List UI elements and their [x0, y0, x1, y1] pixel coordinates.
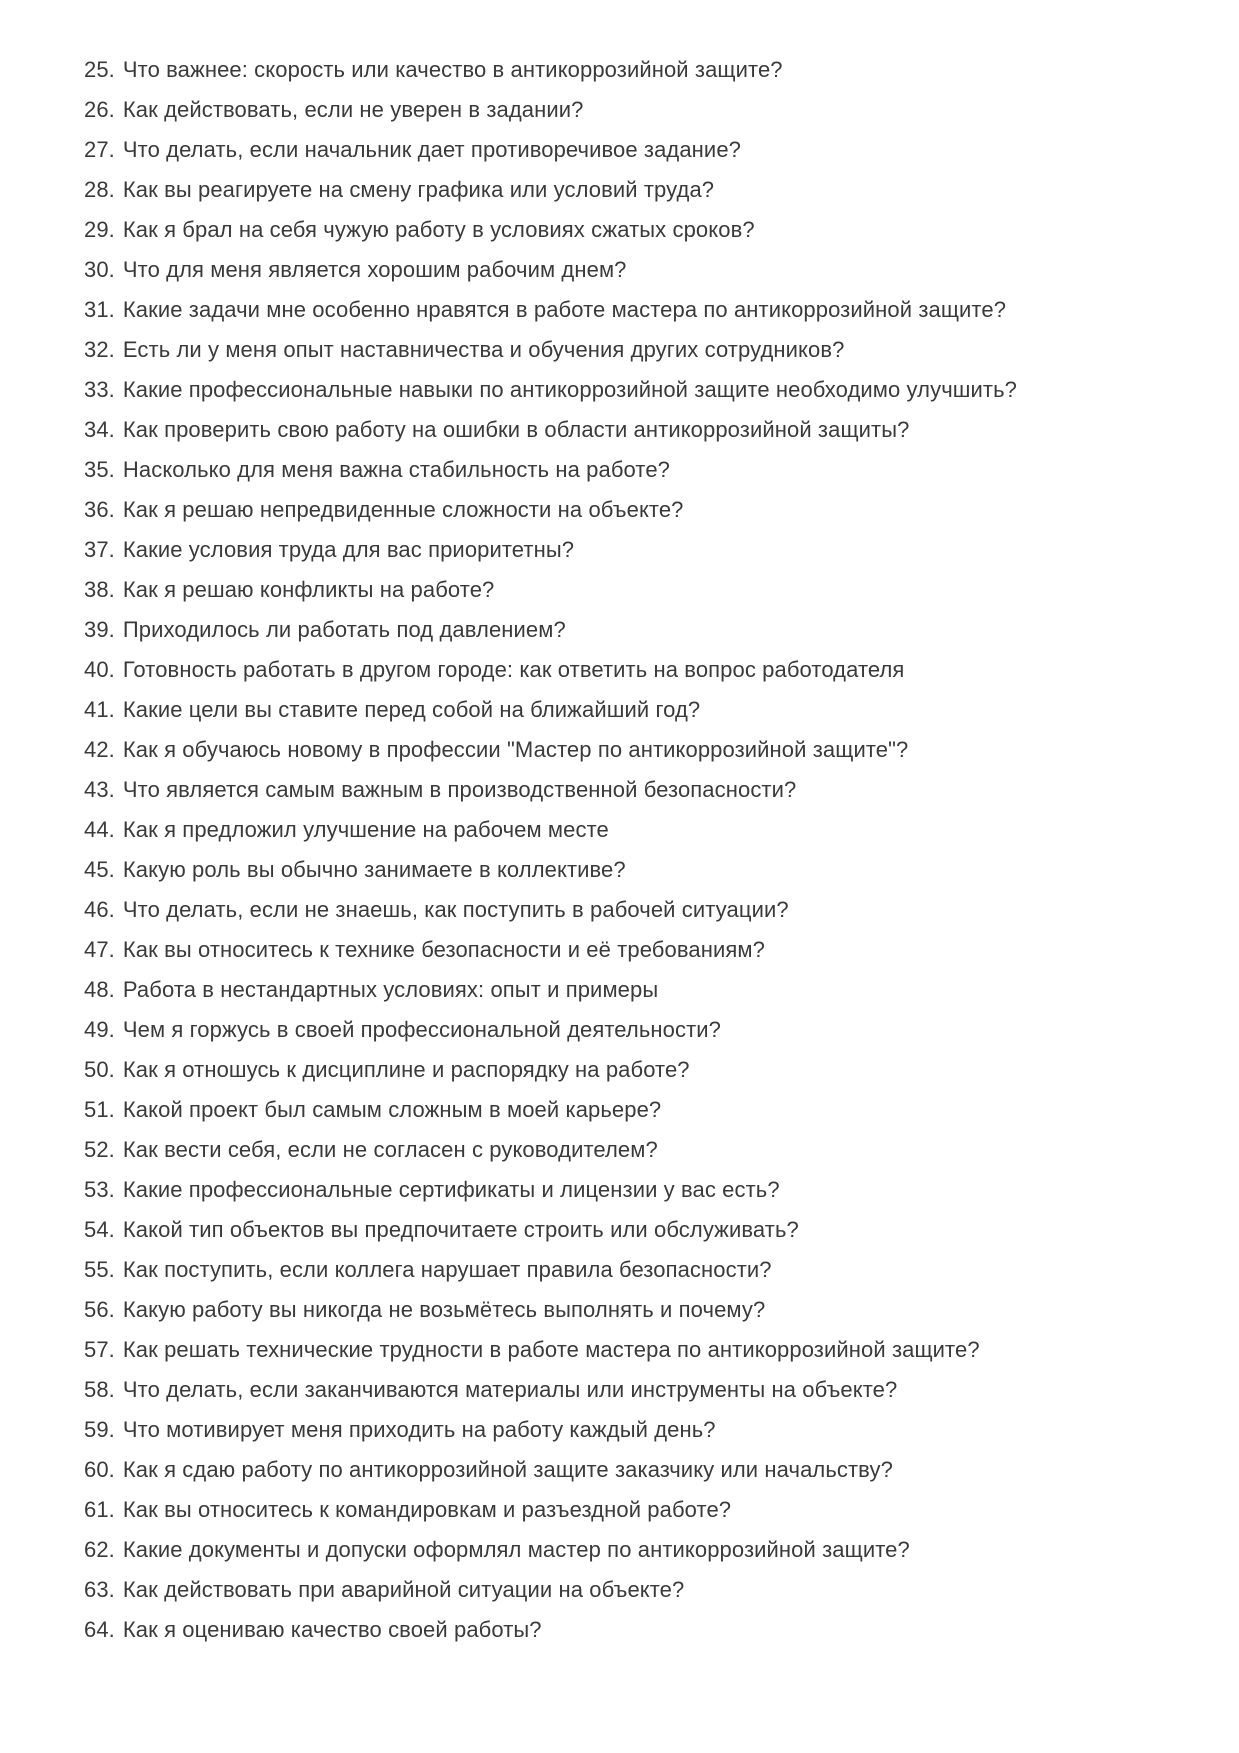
question-item — [84, 450, 1199, 490]
question-text: Насколько для меня важна стабильность на работе? — [122, 457, 670, 482]
question-text: Какие профессиональные сертификаты и лицензии у вас есть? — [122, 1177, 780, 1202]
question-number: 34. — [84, 417, 115, 442]
question-number: 25. — [84, 57, 115, 82]
question-number: 32. — [84, 337, 115, 362]
question-text: Какие условия труда для вас приоритетны? — [122, 537, 575, 562]
question-item — [84, 90, 1199, 130]
question-item — [84, 290, 1199, 330]
question-number: 35. — [84, 457, 115, 482]
question-number: 53. — [84, 1177, 115, 1202]
question-item — [84, 730, 1199, 770]
question-item — [84, 530, 1199, 570]
question-text: Готовность работать в другом городе: как ответить на вопрос работодателя — [122, 657, 905, 682]
question-text: Приходилось ли работать под давлением? — [122, 617, 566, 642]
question-number: 40. — [84, 657, 115, 682]
question-item — [84, 1250, 1199, 1290]
question-item — [84, 770, 1199, 810]
question-number: 30. — [84, 257, 115, 282]
question-number: 56. — [84, 1297, 115, 1322]
question-text: Что делать, если заканчиваются материалы или инструменты на объекте? — [122, 1377, 898, 1402]
question-item — [84, 850, 1199, 890]
question-text: Как вы реагируете на смену графика или условий труда? — [122, 177, 715, 202]
question-text: Какие профессиональные навыки по антикоррозийной защите необходимо улучшить? — [122, 377, 1017, 402]
question-text: Что мотивирует меня приходить на работу каждый день? — [122, 1417, 716, 1442]
question-text: Что является самым важным в производственной безопасности? — [122, 777, 797, 802]
question-number: 51. — [84, 1097, 115, 1122]
question-item — [84, 970, 1199, 1010]
question-number: 58. — [84, 1377, 115, 1402]
question-number: 50. — [84, 1057, 115, 1082]
question-number: 46. — [84, 897, 115, 922]
question-item — [84, 810, 1199, 850]
question-text: Как я решаю конфликты на работе? — [122, 577, 495, 602]
question-item — [84, 570, 1199, 610]
question-number: 45. — [84, 857, 115, 882]
question-number: 60. — [84, 1457, 115, 1482]
question-item — [84, 1170, 1199, 1210]
question-number: 47. — [84, 937, 115, 962]
question-number: 36. — [84, 497, 115, 522]
question-text: Как вы относитесь к командировкам и разъездной работе? — [122, 1497, 732, 1522]
question-number: 49. — [84, 1017, 115, 1042]
question-text: Как действовать при аварийной ситуации на объекте? — [122, 1577, 685, 1602]
question-item — [84, 1290, 1199, 1330]
question-number: 44. — [84, 817, 115, 842]
question-number: 64. — [84, 1617, 115, 1642]
question-number: 52. — [84, 1137, 115, 1162]
question-text: Какие документы и допуски оформлял мастер по антикоррозийной защите? — [122, 1537, 910, 1562]
question-item — [84, 1410, 1199, 1450]
question-text: Как я оцениваю качество своей работы? — [122, 1617, 542, 1642]
question-text: Какой тип объектов вы предпочитаете строить или обслуживать? — [122, 1217, 799, 1242]
question-text: Как решать технические трудности в работе мастера по антикоррозийной защите? — [122, 1337, 980, 1362]
question-item — [84, 1090, 1199, 1130]
question-item — [84, 490, 1199, 530]
question-item — [84, 650, 1199, 690]
question-number: 63. — [84, 1577, 115, 1602]
question-list — [84, 50, 1199, 1650]
question-text: Как я предложил улучшение на рабочем месте — [122, 817, 609, 842]
question-item — [84, 210, 1199, 250]
question-text: Работа в нестандартных условиях: опыт и примеры — [122, 977, 659, 1002]
question-text: Чем я горжусь в своей профессиональной деятельности? — [122, 1017, 721, 1042]
question-number: 29. — [84, 217, 115, 242]
question-text: Как проверить свою работу на ошибки в области антикоррозийной защиты? — [122, 417, 910, 442]
question-item — [84, 1210, 1199, 1250]
question-number: 54. — [84, 1217, 115, 1242]
question-text: Как вы относитесь к технике безопасности и её требованиям? — [122, 937, 765, 962]
question-item — [84, 1370, 1199, 1410]
question-item — [84, 1610, 1199, 1650]
question-item — [84, 250, 1199, 290]
question-item — [84, 1010, 1199, 1050]
question-item — [84, 1450, 1199, 1490]
question-number: 57. — [84, 1337, 115, 1362]
question-text: Что для меня является хорошим рабочим днем? — [122, 257, 627, 282]
question-item — [84, 1570, 1199, 1610]
question-item — [84, 1490, 1199, 1530]
question-text: Как поступить, если коллега нарушает правила безопасности? — [122, 1257, 772, 1282]
question-text: Как я обучаюсь новому в профессии "Мастер по антикоррозийной защите"? — [122, 737, 909, 762]
question-text: Как я сдаю работу по антикоррозийной защите заказчику или начальству? — [122, 1457, 893, 1482]
question-text: Что важнее: скорость или качество в антикоррозийной защите? — [122, 57, 783, 82]
question-number: 39. — [84, 617, 115, 642]
question-text: Как я брал на себя чужую работу в условиях сжатых сроков? — [122, 217, 755, 242]
question-number: 55. — [84, 1257, 115, 1282]
question-text: Какие задачи мне особенно нравятся в работе мастера по антикоррозийной защите? — [122, 297, 1007, 322]
question-text: Есть ли у меня опыт наставничества и обучения других сотрудников? — [122, 337, 845, 362]
question-item — [84, 50, 1199, 90]
question-item — [84, 330, 1199, 370]
question-text: Какую роль вы обычно занимаете в коллективе? — [122, 857, 626, 882]
question-number: 37. — [84, 537, 115, 562]
question-item — [84, 370, 1199, 410]
question-number: 33. — [84, 377, 115, 402]
question-text: Как вести себя, если не согласен с руководителем? — [122, 1137, 658, 1162]
question-number: 41. — [84, 697, 115, 722]
question-text: Как я отношусь к дисциплине и распорядку на работе? — [122, 1057, 690, 1082]
question-text: Какие цели вы ставите перед собой на ближайший год? — [122, 697, 701, 722]
question-number: 43. — [84, 777, 115, 802]
question-text: Какой проект был самым сложным в моей карьере? — [122, 1097, 662, 1122]
question-number: 27. — [84, 137, 115, 162]
question-item — [84, 890, 1199, 930]
question-number: 26. — [84, 97, 115, 122]
question-item — [84, 690, 1199, 730]
question-number: 48. — [84, 977, 115, 1002]
question-number: 59. — [84, 1417, 115, 1442]
question-number: 61. — [84, 1497, 115, 1522]
question-item — [84, 610, 1199, 650]
question-item — [84, 1130, 1199, 1170]
question-number: 42. — [84, 737, 115, 762]
question-number: 62. — [84, 1537, 115, 1562]
question-text: Что делать, если начальник дает противоречивое задание? — [122, 137, 741, 162]
question-item — [84, 930, 1199, 970]
question-item — [84, 130, 1199, 170]
question-number: 28. — [84, 177, 115, 202]
question-item — [84, 1050, 1199, 1090]
question-text: Как я решаю непредвиденные сложности на объекте? — [122, 497, 684, 522]
question-item — [84, 1530, 1199, 1570]
question-item — [84, 170, 1199, 210]
question-item — [84, 1330, 1199, 1370]
question-text: Что делать, если не знаешь, как поступить в рабочей ситуации? — [122, 897, 789, 922]
question-number: 38. — [84, 577, 115, 602]
question-text: Какую работу вы никогда не возьмётесь выполнять и почему? — [122, 1297, 766, 1322]
question-number: 31. — [84, 297, 115, 322]
question-item — [84, 410, 1199, 450]
question-text: Как действовать, если не уверен в задании? — [122, 97, 584, 122]
